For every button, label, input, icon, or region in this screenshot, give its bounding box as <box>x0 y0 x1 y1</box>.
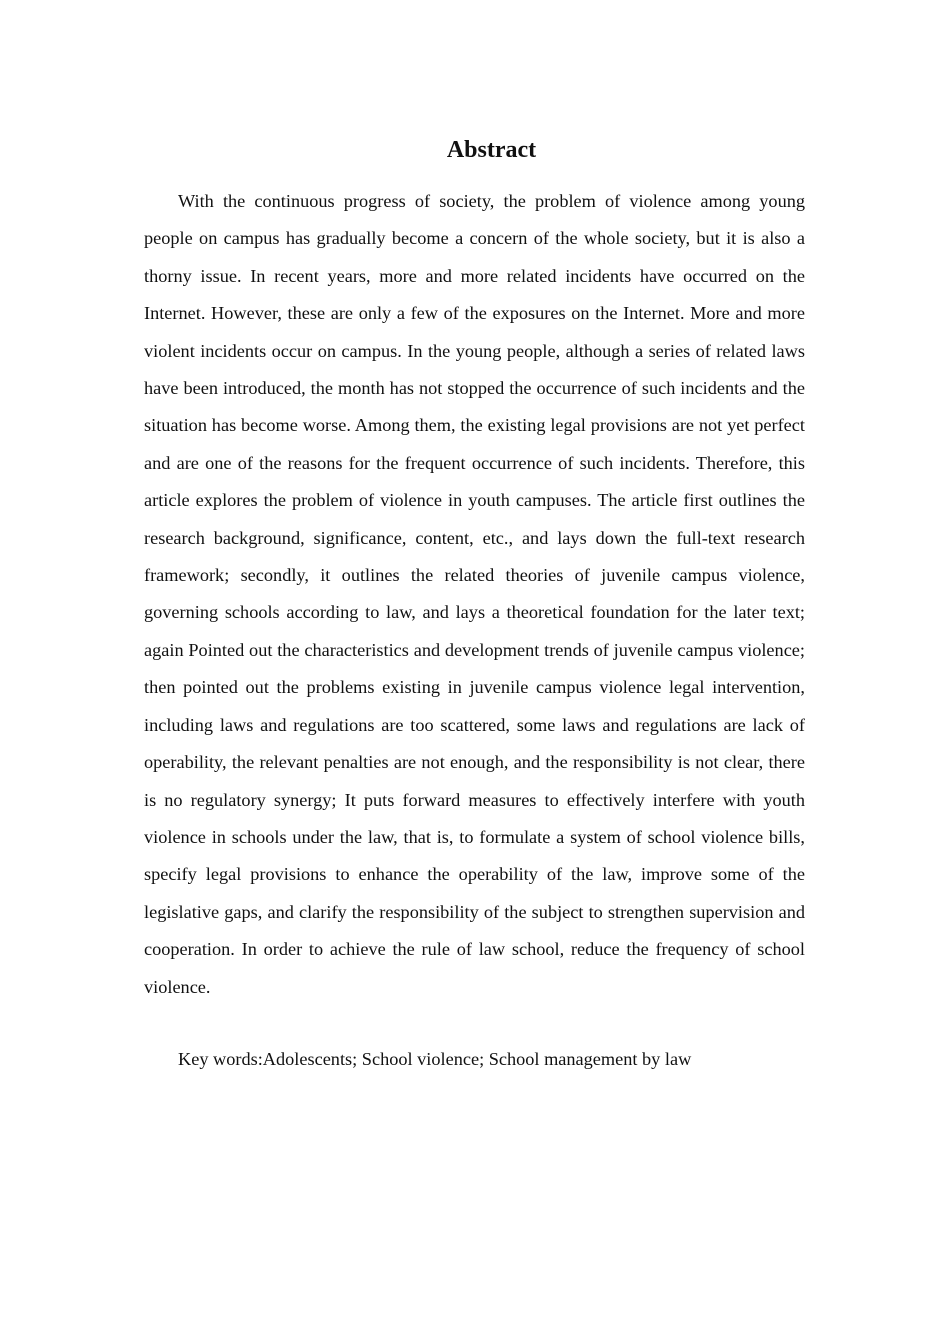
abstract-heading: Abstract <box>446 137 537 163</box>
abstract-paragraph: With the continuous progress of society, the problem of violence among young people on campus has gradually become a concern of the whole society, but it is also a thorny issue. In recent years, more and more related incidents have occurred on the Internet. However, these are only a few of the exposures on the Internet. More and more violent incidents occur on campus. In the young people, although a series of related laws have been introduced, the month has not stopped the occurrence of such incidents and the situation has become worse. Among them, the existing legal provisions are not yet perfect and are one of the reasons for the frequent occurrence of such incidents. Therefore, this article explores the problem of violence in youth campuses. The article first outlines the research background, significance, content, etc., and lays down the full-text research framework; secondly, it outlines the related theories of juvenile campus violence, governing schools according to law, and lays a theoretical foundation for the later text; again Pointed out the characteristics and development trends of juvenile campus violence; then pointed out the problems existing in juvenile campus violence legal intervention, including laws and regulations are too scattered, some laws and regulations are lack of operability, the relevant penalties are not enough, and the responsibility is not clear, there is no regulatory synergy; It puts forward measures to effectively interfere with youth violence in schools under the law, that is, to formulate a system of school violence bills, specify legal provisions to enhance the operability of the law, improve some of the legislative gaps, and clarify the responsibility of the subject to strengthen supervision and cooperation. In order to achieve the rule of law school, reduce the frequency of school violence. <box>144 191 805 997</box>
keywords-line: Key words:Adolescents; School violence; School management by law <box>178 1049 692 1069</box>
